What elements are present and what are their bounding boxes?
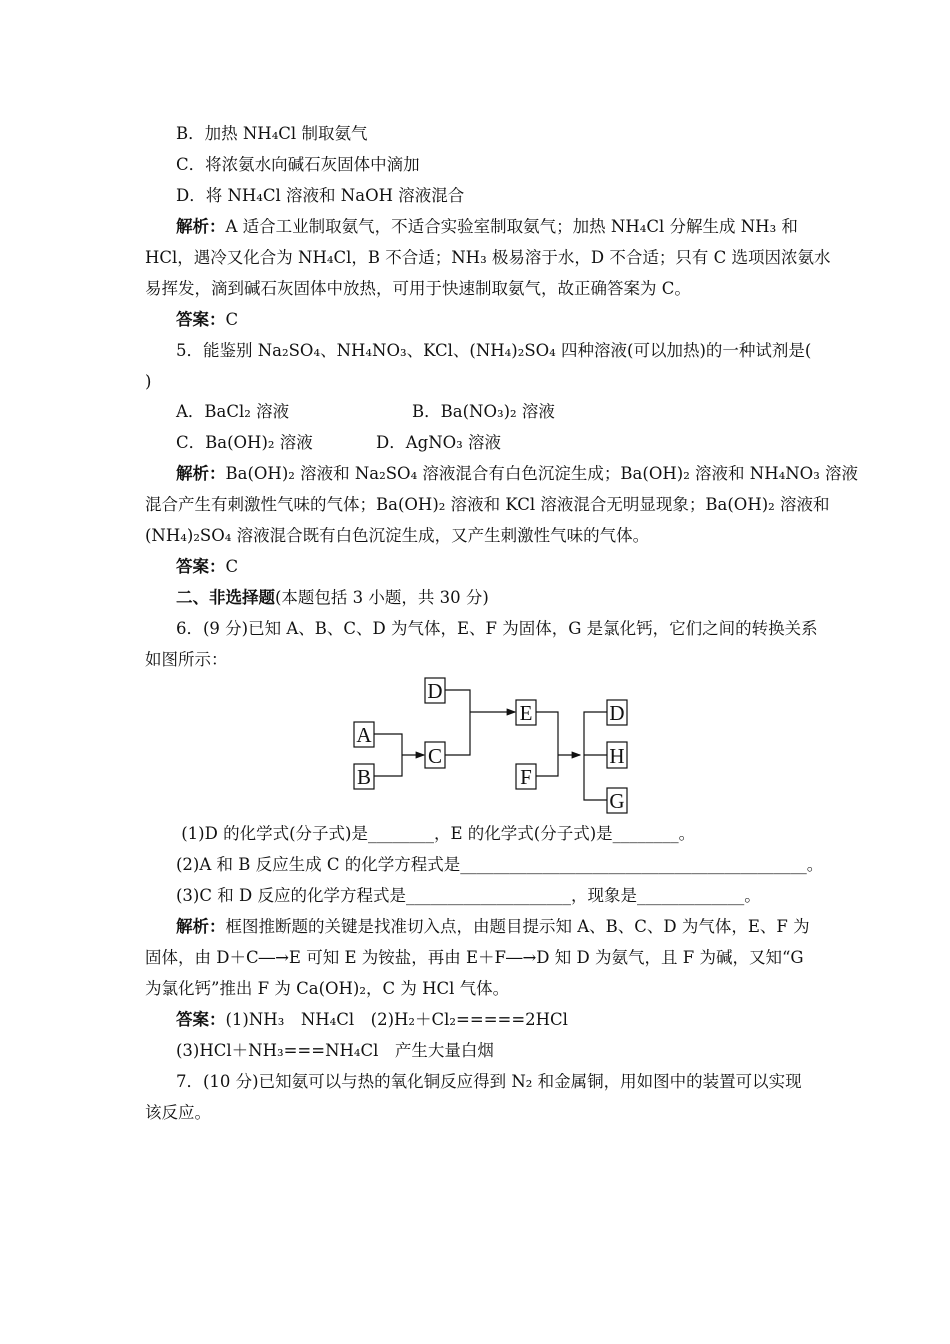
q6-stem-line2: 如图所示： [145,650,228,669]
label-b: B [356,765,372,789]
q6-answer-line2: (3)HCl＋NH₃===NH₄Cl 产生大量白烟 [176,1041,494,1060]
q5-option-b: B．Ba(NO₃)₂ 溶液 [412,402,555,421]
q5-analysis-line1 [176,464,858,484]
q6-sub2: (2)A 和 B 反应生成 C 的化学方程式是__________________________________________。 [176,855,824,874]
q4-option-b: B．加热 NH₄Cl 制取氨气 [176,124,368,143]
label-d-right: D [609,701,625,725]
answer-label: 答案： [176,1010,226,1029]
analysis-text: Ba(OH)₂ 溶液和 Na₂SO₄ 溶液混合有白色沉淀生成；Ba(OH)₂ 溶液和 NH₄NO₃ 溶液 [225,464,859,483]
label-c: C [427,744,443,768]
label-a: A [356,723,372,747]
q6-stem-line1: 6．(9 分)已知 A、B、C、D 为气体，E、F 为固体，G 是氯化钙，它们之间的转换关系 [176,619,818,638]
q7-stem-line2: 该反应。 [145,1103,211,1122]
analysis-text: 框图推断题的关键是找准切入点，由题目提示知 A、B、C、D 为气体，E、F 为 [225,917,810,936]
q6-answer-line1 [176,1010,568,1030]
connector-ab [374,734,402,776]
connector-products [584,712,607,800]
q4-analysis-line3: 易挥发，滴到碱石灰固体中放热，可用于快速制取氨气，故正确答案为 C。 [145,279,691,298]
answer-text: (1)NH₃ NH₄Cl (2)H₂＋Cl₂=====2HCl [225,1010,568,1029]
q5-option-a: A．BaCl₂ 溶液 [176,402,290,421]
label-h: H [609,744,625,768]
label-e: E [519,701,533,725]
label-d-top: D [427,679,443,703]
analysis-label: 解析： [176,917,226,936]
q5-option-c: C．Ba(OH)₂ 溶液 [176,433,313,452]
answer-value: C [225,557,239,576]
analysis-label: 解析： [176,217,226,236]
q5-analysis-line3: (NH₄)₂SO₄ 溶液混合既有白色沉淀生成，又产生刺激性气味的气体。 [145,526,650,545]
q6-analysis-line1 [176,917,810,937]
label-f: F [520,765,532,789]
analysis-label: 解析： [176,464,226,483]
q5-analysis-line2: 混合产生有刺激性气味的气体；Ba(OH)₂ 溶液和 KCl 溶液混合无明显现象；Ba(OH)₂ 溶液和 [145,495,830,514]
section-title: 二、非选择题 [176,588,275,607]
q6-analysis-line3: 为氯化钙”推出 F 为 Ca(OH)₂，C 为 HCl 气体。 [145,979,510,998]
q4-answer [176,310,238,330]
answer-label: 答案： [176,557,226,576]
q7-stem-line1: 7．(10 分)已知氨可以与热的氧化铜反应得到 N₂ 和金属铜，用如图中的装置可以实现 [176,1072,802,1091]
q4-option-c: C．将浓氨水向碱石灰固体中滴加 [176,155,420,174]
q4-option-d: D．将 NH₄Cl 溶液和 NaOH 溶液混合 [176,186,465,205]
label-g: G [609,789,625,813]
answer-label: 答案： [176,310,226,329]
q5-stem-line2: ) [145,372,152,391]
q4-analysis-line2: HCl，遇冷又化合为 NH₄Cl，B 不合适；NH₃ 极易溶于水，D 不合适；只有 C 选项因浓氨水 [145,248,831,267]
connector-dc [445,690,470,755]
q6-sub3: (3)C 和 D 反应的化学方程式是____________________，现象是_____________。 [176,886,761,905]
connector-ef [536,712,558,776]
q5-option-d: D．AgNO₃ 溶液 [376,433,502,452]
q5-stem-line1: 5．能鉴别 Na₂SO₄、NH₄NO₃、KCl、(NH₄)₂SO₄ 四种溶液(可以加热)的一种试剂是( [176,341,812,360]
q4-analysis-line1 [176,217,798,237]
answer-value: C [225,310,239,329]
section-note: (本题包括 3 小题，共 30 分) [275,588,489,607]
q6-sub1: (1)D 的化学式(分子式)是________，E 的化学式(分子式)是________。 [176,824,696,843]
q5-answer [176,557,238,577]
q6-analysis-line2: 固体，由 D＋C―→E 可知 E 为铵盐，再由 E＋F―→D 知 D 为氨气，且 F 为碱，又知“G [145,948,804,967]
section-heading [176,588,489,608]
analysis-text: A 适合工业制取氨气，不适合实验室制取氨气；加热 NH₄Cl 分解生成 NH₃ 和 [225,217,798,236]
reaction-flow-diagram [340,672,660,820]
